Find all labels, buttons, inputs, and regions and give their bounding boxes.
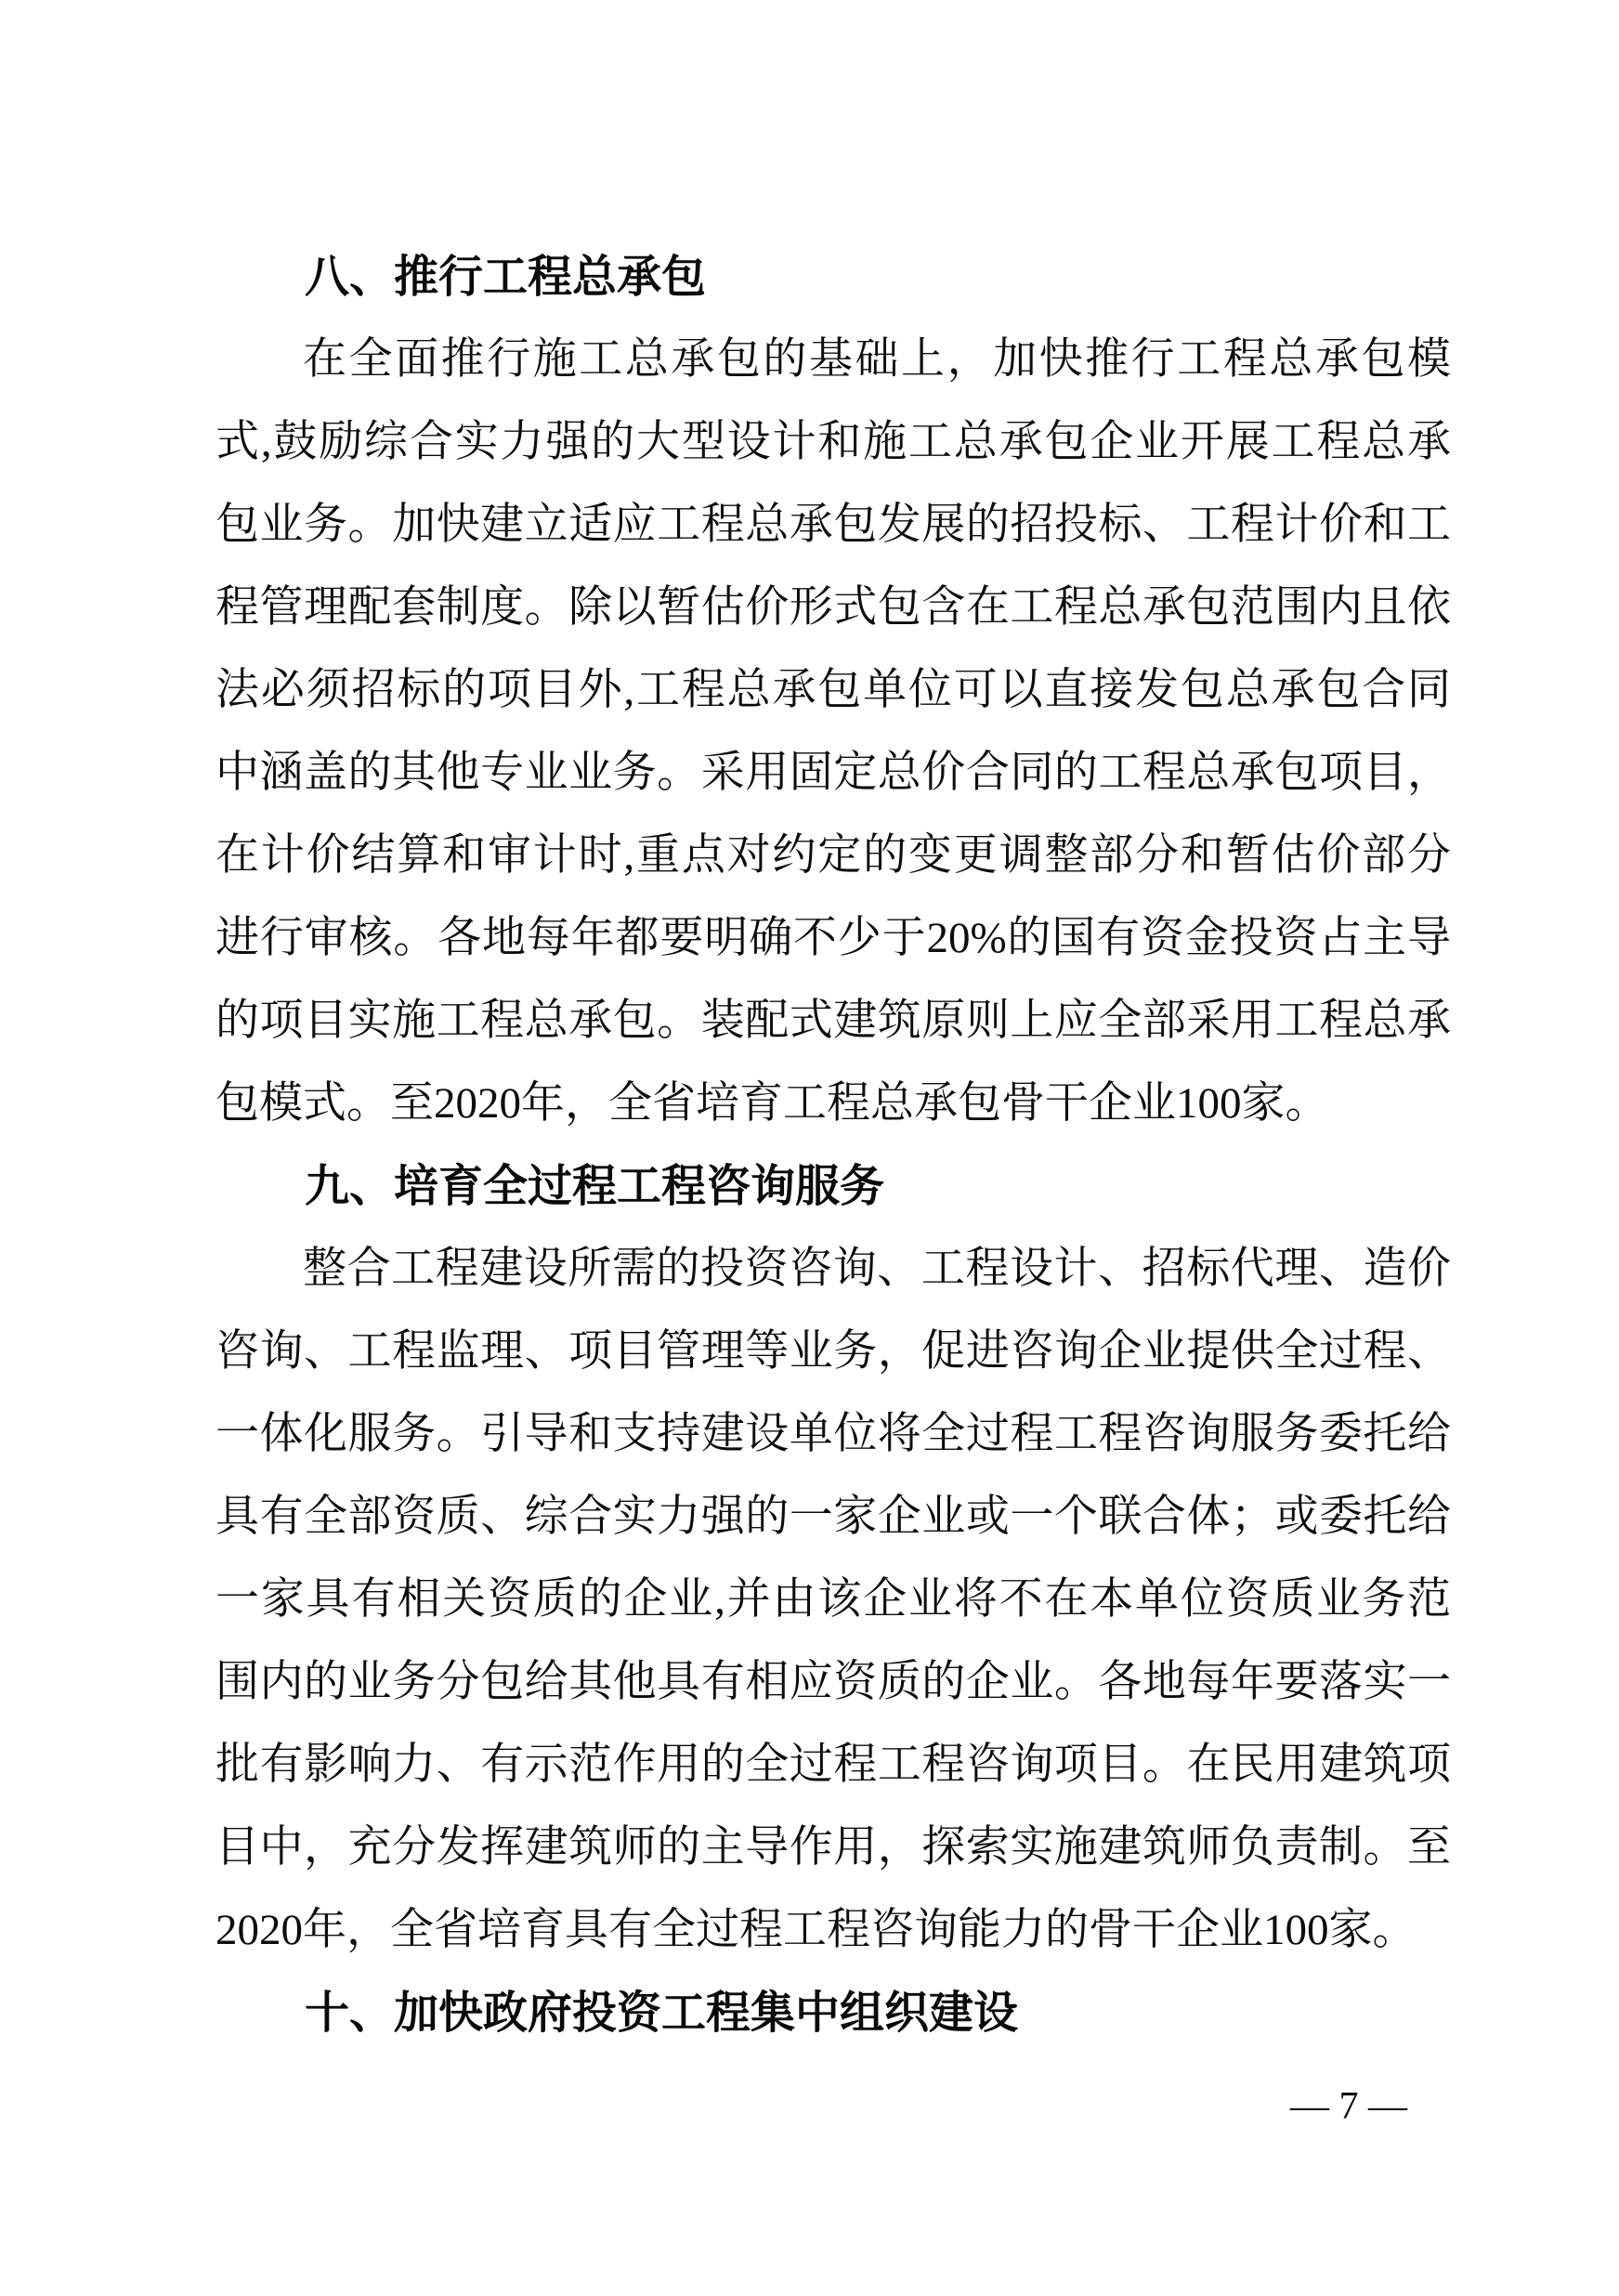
- document-body: [215, 236, 1451, 2055]
- paragraph-line: 式,鼓励综合实力强的大型设计和施工总承包企业开展工程总承: [215, 418, 1451, 466]
- paragraph-line: 整合工程建设所需的投资咨询、工程设计、招标代理、造价: [303, 1245, 1451, 1293]
- paragraph-line: 法必须招标的项目外,工程总承包单位可以直接发包总承包合同: [215, 666, 1451, 714]
- paragraph-line: 包模式。至2020年，全省培育工程总承包骨干企业100家。: [215, 1079, 1329, 1128]
- paragraph-line: 2020年，全省培育具有全过程工程咨询能力的骨干企业100家。: [215, 1906, 1417, 1954]
- paragraph-line: 一体化服务。引导和支持建设单位将全过程工程咨询服务委托给: [215, 1410, 1451, 1458]
- paragraph-line: 具有全部资质、综合实力强的一家企业或一个联合体；或委托给: [215, 1493, 1451, 1541]
- section-heading: 八、推行工程总承包: [305, 253, 707, 302]
- page-number: — 7 —: [1290, 2085, 1407, 2128]
- paragraph-line: 批有影响力、有示范作用的全过程工程咨询项目。在民用建筑项: [215, 1741, 1451, 1789]
- paragraph-line: 中涵盖的其他专业业务。采用固定总价合同的工程总承包项目，: [215, 749, 1451, 797]
- paragraph-line: 目中，充分发挥建筑师的主导作用，探索实施建筑师负责制。至: [215, 1823, 1451, 1872]
- paragraph-line: 在全面推行施工总承包的基础上，加快推行工程总承包模: [303, 335, 1451, 384]
- paragraph-line: 咨询、工程监理、项目管理等业务，促进咨询企业提供全过程、: [215, 1327, 1451, 1376]
- paragraph-line: 进行审核。各地每年都要明确不少于20%的国有资金投资占主导: [215, 914, 1451, 962]
- paragraph-line: 在计价结算和审计时,重点对约定的变更调整部分和暂估价部分: [215, 831, 1451, 880]
- section-heading: 九、培育全过程工程咨询服务: [305, 1162, 885, 1211]
- section-heading: 十、加快政府投资工程集中组织建设: [305, 1989, 1019, 2038]
- paragraph-line: 的项目实施工程总承包。装配式建筑原则上应全部采用工程总承: [215, 997, 1451, 1045]
- paragraph-line: 一家具有相关资质的企业,并由该企业将不在本单位资质业务范: [215, 1575, 1451, 1624]
- paragraph-line: 程管理配套制度。除以暂估价形式包含在工程总承包范围内且依: [215, 583, 1451, 632]
- paragraph-line: 围内的业务分包给其他具有相应资质的企业。各地每年要落实一: [215, 1658, 1451, 1706]
- paragraph-line: 包业务。加快建立适应工程总承包发展的招投标、工程计价和工: [215, 501, 1451, 549]
